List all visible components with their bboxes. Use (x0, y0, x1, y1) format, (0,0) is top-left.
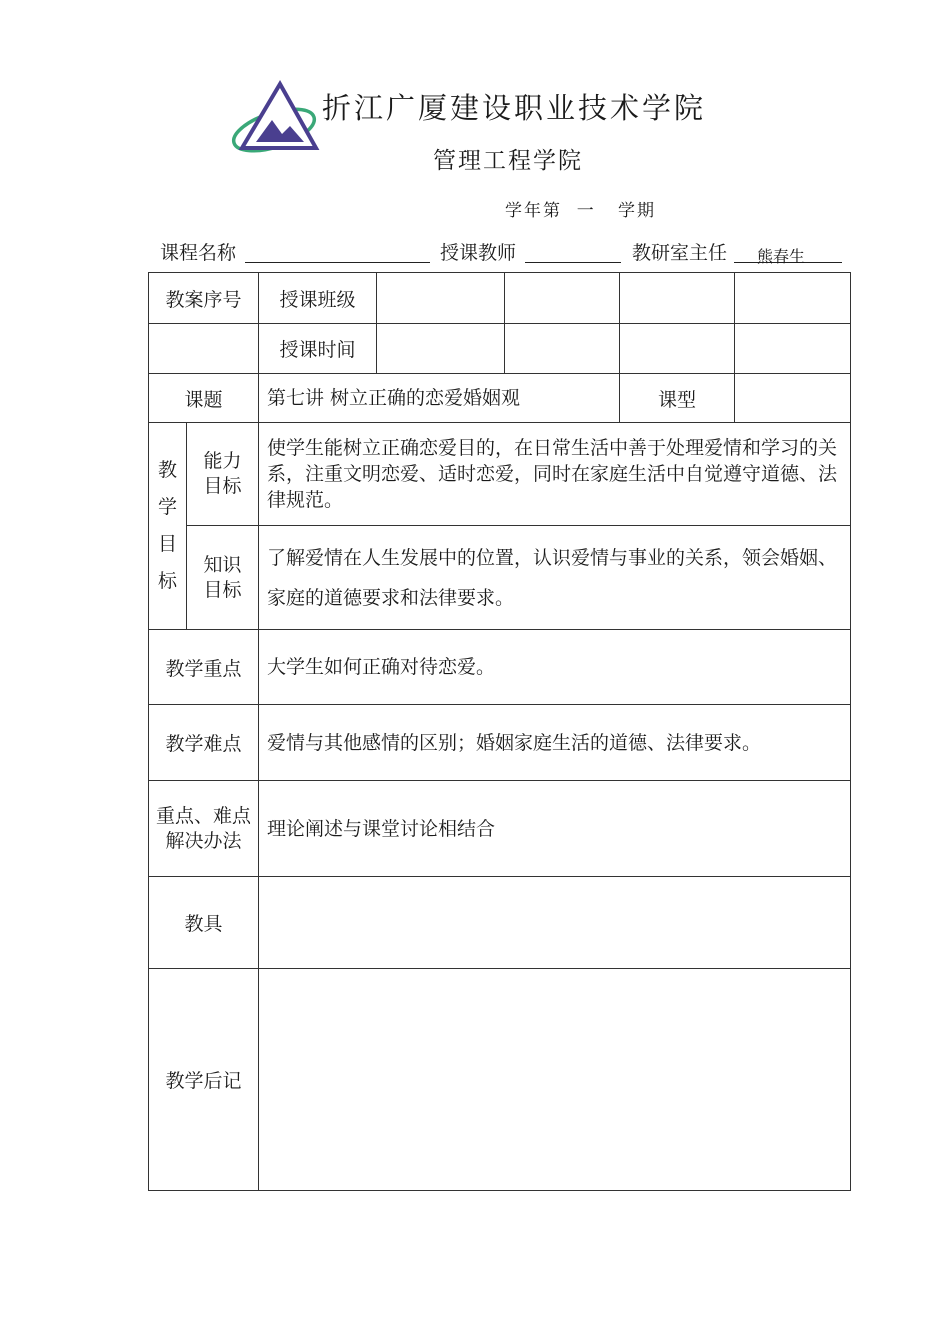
class-cell-4[interactable] (735, 273, 851, 324)
teacher-field[interactable] (525, 238, 621, 263)
class-cell-3[interactable] (620, 273, 735, 324)
lesson-plan-table (148, 272, 851, 1191)
difficulties-label: 教学难点 (149, 705, 259, 781)
time-cell-3[interactable] (620, 324, 735, 374)
course-name-label: 课程名称 (160, 242, 237, 264)
table-row (149, 781, 851, 877)
college-logo-icon (230, 80, 322, 156)
school-name: 折江广厦建设职业技术学院 (322, 91, 707, 125)
postscript-label: 教学后记 (149, 969, 259, 1191)
postscript-text[interactable] (259, 969, 851, 1191)
time-cell-1[interactable] (377, 324, 505, 374)
table-row (149, 423, 851, 526)
department-name: 管理工程学院 (433, 148, 583, 174)
plan-no-label: 教案序号 (149, 273, 259, 324)
table-row (149, 273, 851, 324)
time-label: 授课时间 (259, 324, 377, 374)
table-row (149, 526, 851, 630)
ability-objective-text[interactable]: 使学生能树立正确恋爱目的，在日常生活中善于处理爱情和学习的关系，注重文明恋爱、适时恋爱，同时在家庭生活中自觉遵守道德、法律规范。 (259, 423, 851, 526)
time-cell-2[interactable] (505, 324, 620, 374)
table-row (149, 630, 851, 705)
knowledge-objective-text[interactable]: 了解爱情在人生发展中的位置，认识爱情与事业的关系，领会婚姻、家庭的道德要求和法律要求。 (259, 526, 851, 630)
tools-label: 教具 (149, 877, 259, 969)
table-row (149, 324, 851, 374)
key-points-label: 教学重点 (149, 630, 259, 705)
tools-text[interactable] (259, 877, 851, 969)
key-points-text[interactable]: 大学生如何正确对待恋爱。 (259, 630, 851, 705)
director-value: 熊春生 (757, 247, 806, 266)
knowledge-objective-label: 知识 目标 (187, 526, 259, 630)
topic-value[interactable]: 第七讲 树立正确的恋爱婚姻观 (259, 374, 620, 423)
class-cell-2[interactable] (505, 273, 620, 324)
director-label: 教研室主任 (632, 242, 728, 264)
type-value[interactable] (735, 374, 851, 423)
table-row (149, 877, 851, 969)
table-row (149, 969, 851, 1191)
objectives-label: 教 学 目 标 (149, 423, 187, 630)
ability-objective-label: 能力 目标 (187, 423, 259, 526)
methods-text[interactable]: 理论阐述与课堂讨论相结合 (259, 781, 851, 877)
teacher-label: 授课教师 (440, 242, 517, 264)
term-label: 学年第 一 学期 (505, 201, 657, 221)
course-name-field[interactable] (245, 238, 430, 263)
methods-label: 重点、难点 解决办法 (149, 781, 259, 877)
plan-no-value[interactable] (149, 324, 259, 374)
difficulties-text[interactable]: 爱情与其他感情的区别；婚姻家庭生活的道德、法律要求。 (259, 705, 851, 781)
type-label: 课型 (620, 374, 735, 423)
topic-label: 课题 (149, 374, 259, 423)
course-meta-line (160, 238, 850, 266)
class-label: 授课班级 (259, 273, 377, 324)
time-cell-4[interactable] (735, 324, 851, 374)
table-row (149, 705, 851, 781)
table-row (149, 374, 851, 423)
class-cell-1[interactable] (377, 273, 505, 324)
